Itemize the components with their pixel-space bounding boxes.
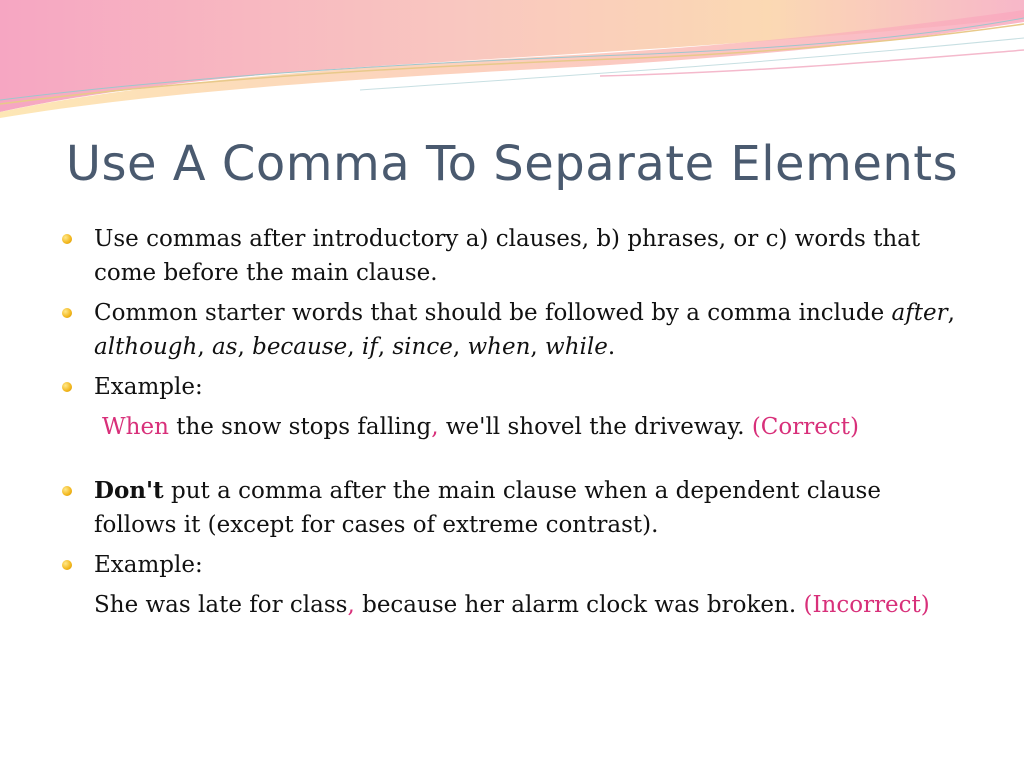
bullet-dot-icon [62, 486, 72, 496]
bullet-item [62, 222, 962, 290]
bold-word: Don't [94, 477, 164, 504]
starter-word: as [211, 334, 238, 360]
starter-word: although [94, 334, 198, 360]
starter-word: while [545, 334, 608, 360]
example-start: She was late for class [94, 592, 348, 618]
example-comma: , [347, 592, 355, 618]
bullet-text: Common starter words that should be followed by a comma include [94, 300, 885, 326]
starter-word: since [392, 334, 453, 360]
bullet-dot-icon [62, 234, 72, 244]
decorative-header-swoosh [0, 0, 1024, 130]
bullet-item [62, 474, 962, 542]
example-comma: , [431, 414, 439, 440]
bullet-item [62, 370, 962, 404]
example-sentence-incorrect [62, 588, 962, 622]
example-label: Example: [94, 552, 203, 578]
bullet-text: put a comma after the main clause when a dependent clause follows it (except for cases of extreme contrast). [94, 478, 881, 538]
starter-word: if [361, 334, 378, 360]
bullet-text: Use commas after introductory a) clauses, b) phrases, or c) words that come before the main clause. [94, 226, 921, 286]
example-end: we'll shovel the driveway. [438, 414, 752, 440]
example-end: because her alarm clock was broken. [354, 592, 804, 618]
example-sentence-correct [62, 410, 962, 444]
bullet-dot-icon [62, 308, 72, 318]
bullet-dot-icon [62, 560, 72, 570]
bullet-item: Common starter words that should be followed by a comma include after, although, as, because, if, since, when, while. [62, 296, 962, 364]
spacer [62, 444, 962, 474]
starter-word: after [891, 300, 948, 326]
example-middle: the snow stops falling [168, 414, 432, 440]
starter-word: when [467, 334, 531, 360]
starter-word: because [252, 334, 348, 360]
slide-title: Use A Comma To Separate Elements [65, 136, 959, 192]
bullet-item [62, 548, 962, 582]
example-label: Example: [94, 374, 203, 400]
bullet-list [62, 222, 962, 622]
example-starter-word: When [102, 414, 169, 440]
example-verdict: (Correct) [751, 414, 859, 440]
bullet-dot-icon [62, 382, 72, 392]
example-verdict: (Incorrect) [803, 592, 930, 618]
